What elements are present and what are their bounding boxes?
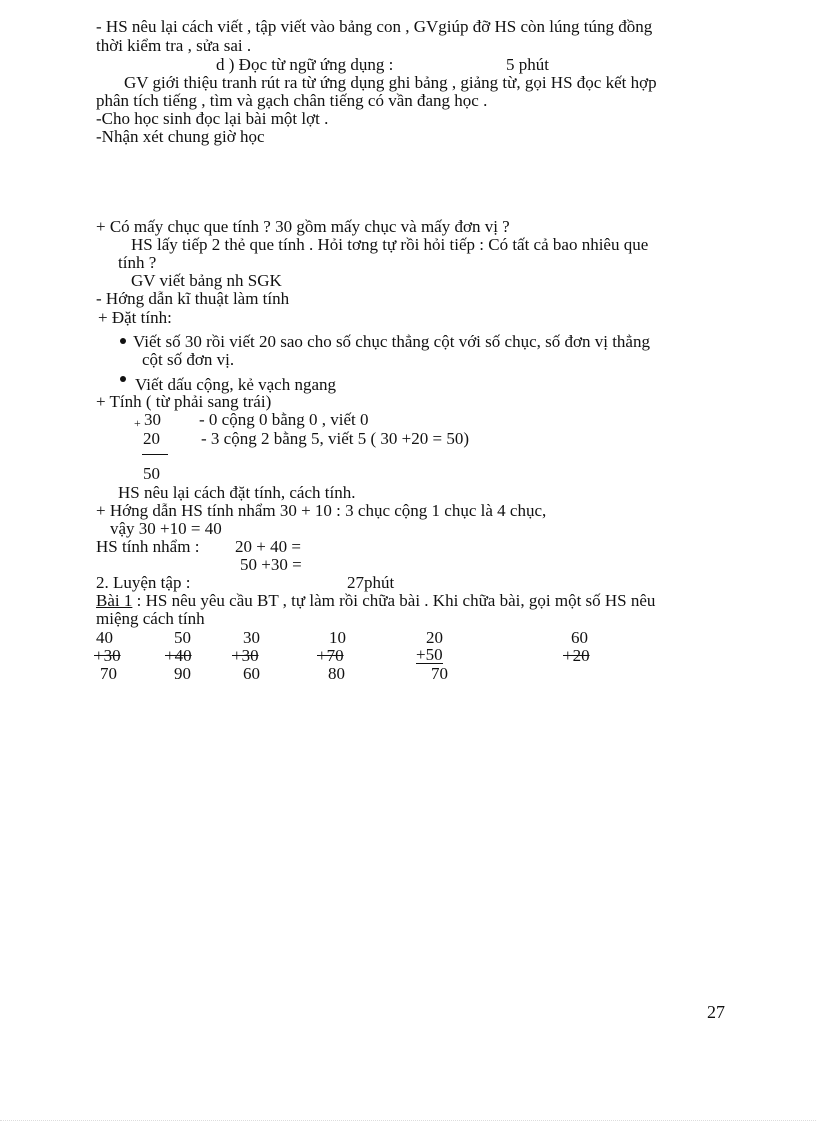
exercise-result: 60 bbox=[243, 664, 260, 683]
exercise-top: 40 bbox=[96, 628, 113, 647]
text-line: tính ? bbox=[118, 253, 157, 272]
section-d-title: d ) Đọc từ ngữ ứng dụng : bbox=[216, 55, 394, 74]
text-line: - HS nêu lại cách viết , tập viết vào bảng con , GVgiúp đỡ HS còn lúng túng đồng bbox=[96, 17, 653, 36]
question-line: + Có mấy chục que tính ? 30 gồm mấy chục và mấy đơn vị ? bbox=[96, 217, 510, 236]
exercise-result: 90 bbox=[174, 664, 191, 683]
page-number: 27 bbox=[707, 1002, 725, 1022]
text-line: HS nêu lại cách đặt tính, cách tính. bbox=[118, 483, 356, 502]
exercise-result: 80 bbox=[328, 664, 345, 683]
bullet-dot bbox=[120, 338, 126, 344]
exercise-top: 20 bbox=[426, 628, 443, 647]
exercise-add: +30 bbox=[232, 646, 259, 665]
subheading: + Đặt tính: bbox=[98, 308, 172, 327]
exercise-result: 70 bbox=[431, 664, 448, 683]
text-line: vậy 30 +10 = 40 bbox=[110, 519, 222, 538]
mental-expression: 50 +30 = bbox=[240, 555, 302, 574]
sum-result: 50 bbox=[143, 464, 160, 483]
text-line: -Nhận xét chung giờ học bbox=[96, 127, 265, 146]
bullet-text: Viết dấu cộng, kẻ vạch ngang bbox=[135, 375, 337, 394]
exercise-top: 50 bbox=[174, 628, 191, 647]
bullet-text: cột số đơn vị. bbox=[142, 350, 235, 369]
exercise-add: +50 bbox=[416, 645, 443, 664]
text-line: - Hớng dẫn kĩ thuật làm tính bbox=[96, 289, 290, 308]
text-line: GV giới thiệu tranh rút ra từ ứng dụng ghi bảng , giảng từ, gọi HS đọc kết hợp bbox=[124, 73, 657, 92]
bullet-dot bbox=[120, 376, 126, 382]
bullet-text: Viết số 30 rồi viết 20 sao cho số chục thẳng cột với số chục, số đơn vị thẳng bbox=[133, 332, 650, 351]
exercise-label: Bài 1 bbox=[96, 591, 133, 610]
text-line: HS lấy tiếp 2 thẻ que tính . Hỏi tơng tự rồi hỏi tiếp : Có tất cả bao nhiêu que bbox=[131, 235, 649, 254]
exercise-intro bbox=[96, 592, 655, 610]
section-d-time: 5 phút bbox=[506, 55, 549, 74]
text-line: -Cho học sinh đọc lại bài một lợt . bbox=[96, 109, 329, 128]
exercise-top: 60 bbox=[571, 628, 588, 647]
subheading: + Tính ( từ phải sang trái) bbox=[96, 392, 272, 411]
text-line: phân tích tiếng , tìm và gạch chân tiếng có vần đang học . bbox=[96, 91, 488, 110]
addend-top: 30 bbox=[144, 410, 161, 429]
text-line: miệng cách tính bbox=[96, 609, 205, 628]
calc-step: - 0 cộng 0 bằng 0 , viết 0 bbox=[199, 410, 369, 429]
exercise-add: +70 bbox=[317, 646, 344, 665]
exercise-top: 30 bbox=[243, 628, 260, 647]
practice-title: 2. Luyện tập : bbox=[96, 573, 191, 592]
text-line: HS tính nhẩm : bbox=[96, 537, 200, 556]
plus-sign: + bbox=[134, 416, 141, 430]
practice-time: 27phút bbox=[347, 573, 395, 592]
text-line: GV viết bảng nh SGK bbox=[131, 271, 282, 290]
calc-step: - 3 cộng 2 bằng 5, viết 5 ( 30 +20 = 50) bbox=[201, 429, 469, 448]
exercise-add: +40 bbox=[165, 646, 192, 665]
exercise-text: : HS nêu yêu cầu BT , tự làm rồi chữa bài . Khi chữa bài, gọi một số HS nêu bbox=[132, 591, 656, 610]
page-bottom-edge bbox=[0, 1120, 816, 1124]
text-line: thời kiểm tra , sửa sai . bbox=[96, 36, 252, 55]
exercise-top: 10 bbox=[329, 628, 346, 647]
addend-bottom: 20 bbox=[143, 429, 160, 448]
sum-rule bbox=[142, 454, 168, 455]
text-line: + Hớng dẫn HS tính nhẩm 30 + 10 : 3 chục cộng 1 chục là 4 chục, bbox=[96, 501, 547, 520]
exercise-add: +30 bbox=[94, 646, 121, 665]
mental-expression: 20 + 40 = bbox=[235, 537, 301, 556]
exercise-add: +20 bbox=[563, 646, 590, 665]
exercise-result: 70 bbox=[100, 664, 117, 683]
